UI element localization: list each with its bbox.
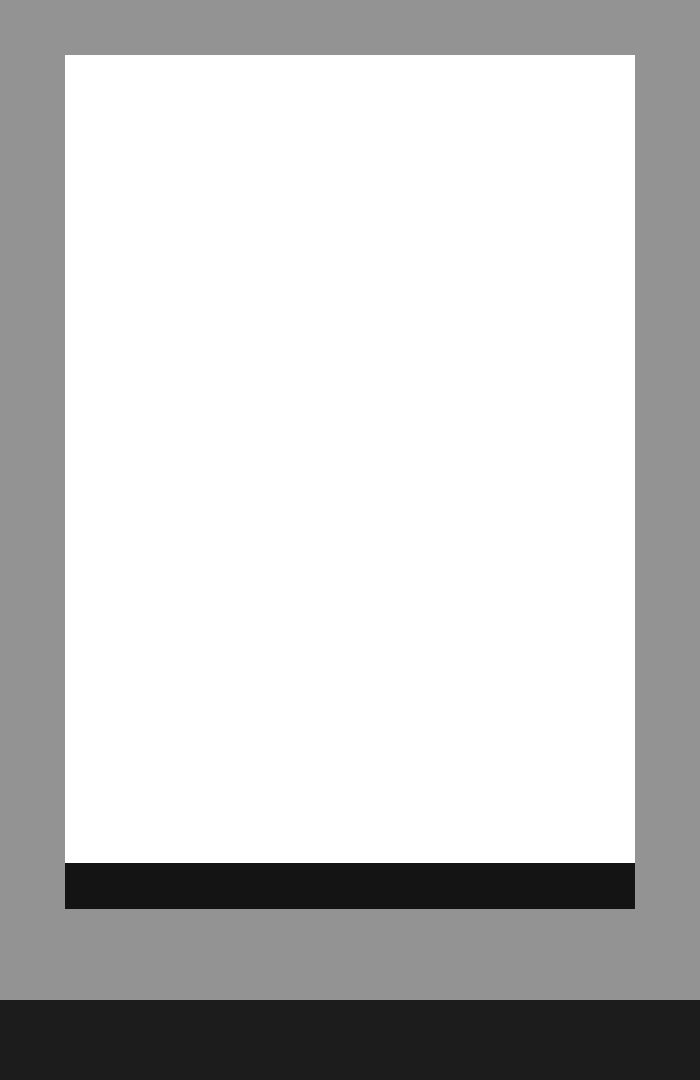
- calendar-card: [65, 55, 635, 909]
- year-text: [340, 82, 360, 147]
- bottom-stripe-band: [65, 846, 635, 856]
- year-title: [65, 77, 635, 153]
- star-band: [65, 863, 635, 909]
- footer-bar: [0, 1000, 700, 1080]
